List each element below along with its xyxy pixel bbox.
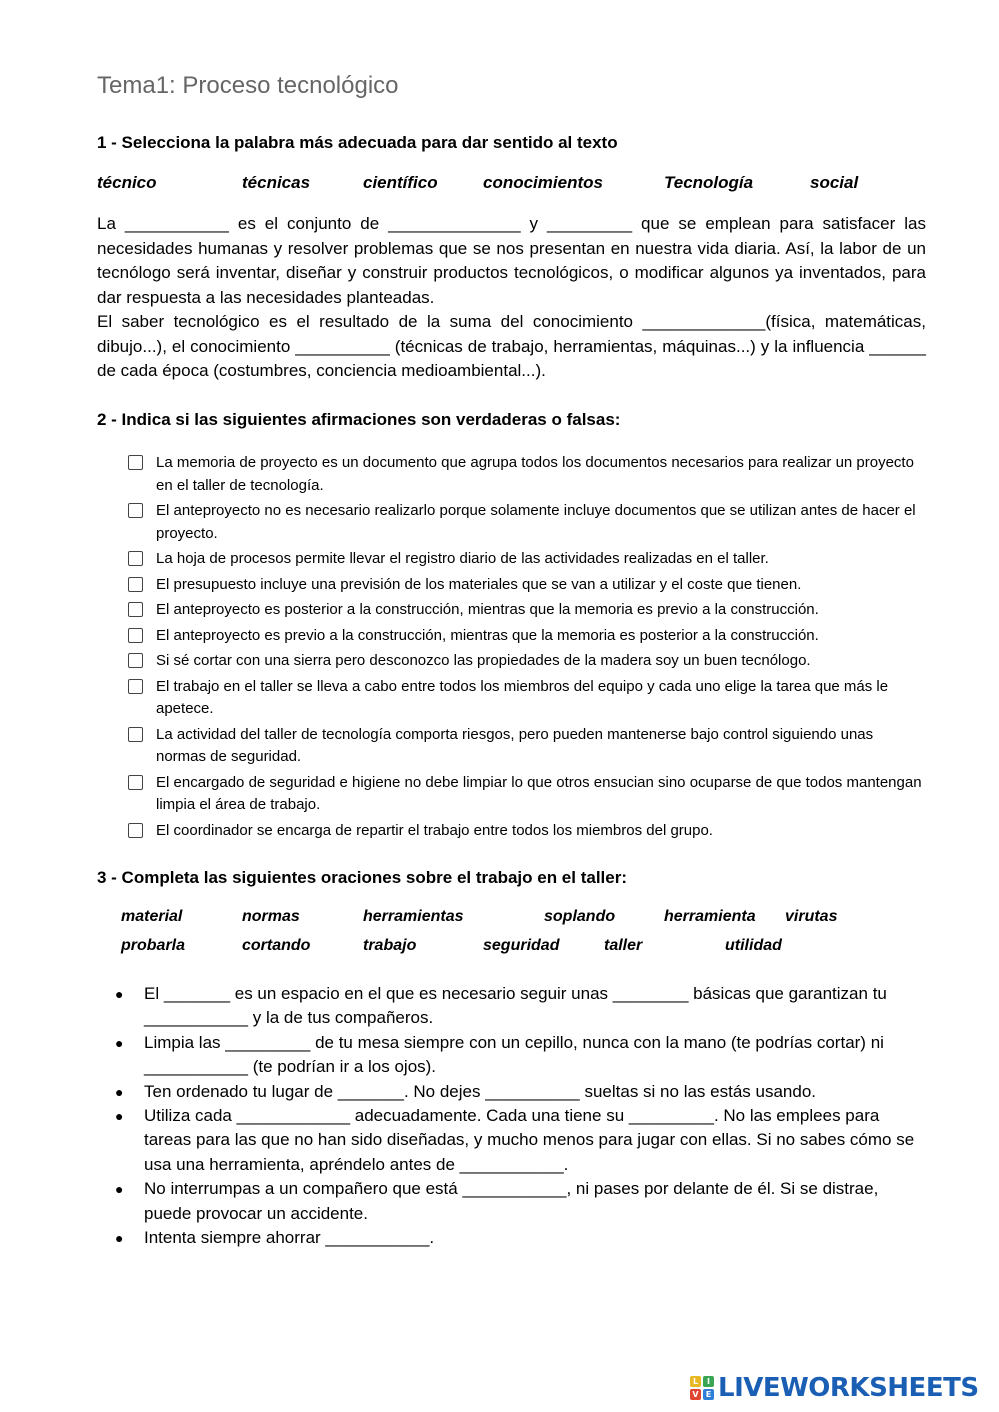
true-false-item (127, 676, 927, 721)
logo-text: LIVEWORKSHEETS (718, 1373, 979, 1403)
list-item (115, 1177, 927, 1226)
word-bank-word: técnicas (242, 173, 311, 192)
true-false-item (127, 724, 927, 769)
sentence-text: Intenta siempre ahorrar ___________. (144, 1228, 435, 1248)
sentence-text: Utiliza cada ____________ adecuadamente. Cada una tiene su _________. No las emplees para tareas para las que no han sido diseñadas, y mucho menos para jugar con ellas. Si no sabes cómo se usa una herramienta, apréndelo antes de ___________. (144, 1106, 915, 1174)
paragraph-1: La ___________ es el conjunto de ______________ y _________ que se emplean para satisfacer las necesidades humanas y resolver problemas que se nos presentan en nuestra vida diaria. Así, la labor de un tecnólogo será inventar, diseñar y construir productos tecnológicos, o modificar algunos ya inventados, para dar respuesta a las necesidades planteadas. (97, 214, 926, 307)
sentence-text: No interrumpas a un compañero que está ___________, ni pases por delante de él. Si se distrae, puede provocar un accidente. (144, 1179, 879, 1223)
logo-letter: L (690, 1376, 701, 1387)
true-false-item (127, 548, 927, 571)
word-bank-word: trabajo (363, 937, 417, 954)
true-false-item (127, 650, 927, 673)
statement-text: El coordinador se encarga de repartir el trabajo entre todos los miembros del grupo. (156, 821, 713, 839)
true-false-item (127, 772, 927, 817)
bullet-icon: ● (115, 1034, 124, 1051)
checkbox[interactable] (128, 503, 143, 518)
word-bank-word: seguridad (483, 937, 560, 954)
statement-text: El trabajo en el taller se lleva a cabo entre todos los miembros del equipo y cada uno elige la tarea que más le apetece. (156, 677, 889, 717)
word-bank-word: utilidad (725, 937, 782, 954)
sentence-text: Limpia las _________ de tu mesa siempre con un cepillo, nunca con la mano (te podrías cortar) ni ___________ (te podrían ir a los ojos). (144, 1032, 884, 1077)
bullet-icon: ● (115, 1108, 124, 1125)
paragraph-2: El saber tecnológico es el resultado de la suma del conocimiento _____________(física, matemáticas, dibujo...), el conocimiento __________ (técnicas de trabajo, herramientas, máquinas...) y la influencia ______ de cada época (costumbres, conciencia medioambiental...). (97, 312, 926, 380)
bullet-icon: ● (115, 1083, 124, 1100)
sentence-text: El _______ es un espacio en el que es necesario seguir unas ________ básicas que garantizan tu ___________ y la de tus compañeros. (144, 984, 887, 1028)
checkbox[interactable] (128, 628, 143, 643)
checkbox[interactable] (128, 602, 143, 617)
true-false-item (127, 625, 927, 648)
word-bank-word: conocimientos (483, 173, 603, 192)
checkbox[interactable] (128, 727, 143, 742)
list-item (115, 1031, 927, 1080)
statement-text: El anteproyecto es posterior a la construcción, mientras que la memoria es previo a la construcción. (156, 601, 819, 618)
list-item (115, 1226, 927, 1250)
logo-letter: V (690, 1389, 701, 1400)
word-bank-word: científico (363, 173, 438, 192)
word-bank-word: material (121, 908, 183, 925)
statement-text: El presupuesto incluye una previsión de los materiales que se van a utilizar y el coste que tienen. (156, 575, 802, 593)
checkbox[interactable] (128, 679, 143, 694)
sentence-text: Ten ordenado tu lugar de _______. No dejes __________ sueltas si no las estás usando. (144, 1081, 816, 1101)
word-bank-word: herramientas (363, 908, 464, 925)
true-false-item (127, 500, 927, 545)
true-false-list (127, 452, 927, 845)
checkbox[interactable] (128, 455, 143, 470)
checkbox[interactable] (128, 653, 143, 668)
word-bank-word: soplando (544, 908, 616, 925)
logo-mark-icon (690, 1376, 714, 1400)
list-item (115, 1080, 927, 1104)
list-item (115, 982, 927, 1031)
statement-text: La actividad del taller de tecnología comporta riesgos, pero pueden mantenerse bajo control siguiendo unas normas de seguridad. (156, 725, 874, 765)
true-false-item (127, 820, 927, 843)
statement-text: Si sé cortar con una sierra pero desconozco las propiedades de la madera soy un buen tecnólogo. (156, 652, 811, 669)
statement-text: El anteproyecto es previo a la construcción, mientras que la memoria es posterior a la construcción. (156, 626, 819, 644)
word-bank-word: normas (242, 908, 300, 925)
statement-text: El anteproyecto no es necesario realizarlo porque solamente incluye documentos que se utilizan antes de hacer el proyecto. (156, 502, 916, 542)
fill-in-paragraph (97, 212, 926, 384)
checkbox[interactable] (128, 775, 143, 790)
logo-letter: E (703, 1389, 714, 1400)
statement-text: La memoria de proyecto es un documento que agrupa todos los documentos necesarios para realizar un proyecto en el taller de tecnología. (156, 454, 914, 494)
page-title: Tema1: Proceso tecnológico (97, 72, 399, 99)
word-bank-word: social (810, 173, 859, 192)
section2-heading: 2 - Indica si las siguientes afirmaciones son verdaderas o falsas: (97, 410, 621, 429)
checkbox[interactable] (128, 577, 143, 592)
true-false-item (127, 452, 927, 497)
word-bank-word: probarla (121, 937, 186, 954)
bullet-icon: ● (115, 1230, 124, 1247)
section3-heading: 3 - Completa las siguientes oraciones sobre el trabajo en el taller: (97, 868, 628, 887)
word-bank-word: virutas (785, 908, 838, 925)
list-item (115, 1104, 927, 1177)
logo-letter: I (703, 1376, 714, 1387)
word-bank-word: taller (604, 937, 643, 954)
word-bank-word: cortando (242, 937, 311, 954)
sentence-list (115, 982, 927, 1250)
section1-heading: 1 - Selecciona la palabra más adecuada para dar sentido al texto (97, 133, 618, 152)
true-false-item (127, 599, 927, 622)
word-bank-word: Tecnología (664, 173, 754, 192)
bullet-icon: ● (115, 1181, 124, 1198)
liveworksheets-logo[interactable] (690, 1374, 979, 1402)
statement-text: El encargado de seguridad e higiene no debe limpiar lo que otros ensucian sino ocuparse de que todos mantengan limpia el área de trabajo. (156, 773, 922, 813)
word-bank-word: técnico (97, 173, 157, 192)
word-bank-word: herramienta (664, 908, 756, 925)
true-false-item (127, 574, 927, 597)
bullet-icon: ● (115, 986, 124, 1002)
statement-text: La hoja de procesos permite llevar el registro diario de las actividades realizadas en el taller. (156, 550, 769, 567)
checkbox[interactable] (128, 823, 143, 838)
checkbox[interactable] (128, 551, 143, 566)
